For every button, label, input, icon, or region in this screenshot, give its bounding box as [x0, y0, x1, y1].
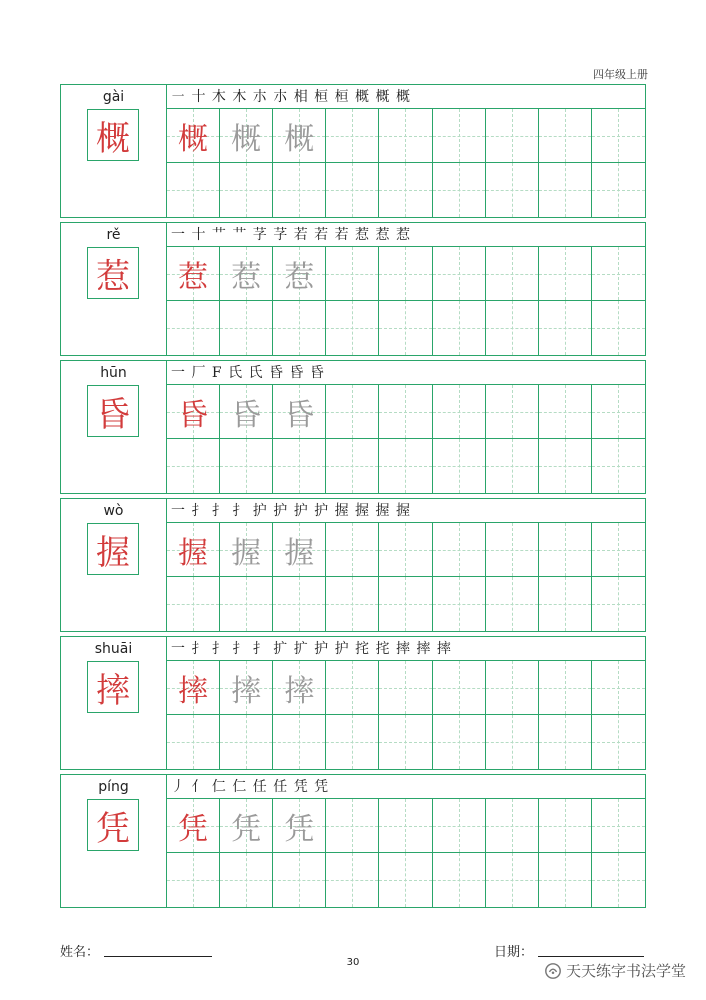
- practice-cell[interactable]: [486, 799, 539, 853]
- practice-cell[interactable]: [592, 163, 645, 217]
- practice-cell[interactable]: [220, 439, 273, 493]
- trace-character: 摔: [284, 673, 315, 709]
- trace-cell[interactable]: [220, 385, 273, 439]
- practice-cell[interactable]: [486, 109, 539, 163]
- char-block: [60, 636, 646, 770]
- practice-cell[interactable]: [326, 799, 379, 853]
- trace-cell[interactable]: [273, 661, 326, 715]
- trace-character: 握: [231, 535, 262, 571]
- practice-cell[interactable]: [539, 163, 592, 217]
- practice-cell[interactable]: [167, 163, 220, 217]
- trace-cell[interactable]: [220, 799, 273, 853]
- name-label: 姓名：: [60, 945, 100, 960]
- trace-character: 摔: [231, 673, 262, 709]
- practice-cell[interactable]: [539, 853, 592, 907]
- practice-cell[interactable]: [486, 439, 539, 493]
- practice-cell[interactable]: [539, 715, 592, 769]
- model-character: 概: [87, 109, 139, 161]
- trace-character: 概: [231, 121, 262, 157]
- grade-label: 四年级上册: [593, 68, 648, 81]
- practice-cell[interactable]: [326, 577, 379, 631]
- practice-cell[interactable]: [592, 109, 645, 163]
- trace-character: 握: [284, 535, 315, 571]
- model-area: [61, 637, 167, 769]
- practice-cell[interactable]: [592, 523, 645, 577]
- trace-cell[interactable]: [273, 109, 326, 163]
- stroke-order: 一 扌 扌 扌 扌 扩 扩 护 护 挓 挓 摔 摔 摔: [167, 637, 645, 661]
- model-character: 昏: [87, 385, 139, 437]
- practice-cell[interactable]: [433, 439, 486, 493]
- practice-cell[interactable]: [486, 577, 539, 631]
- practice-cell[interactable]: [433, 661, 486, 715]
- practice-cell[interactable]: [433, 577, 486, 631]
- model-character: 凭: [87, 799, 139, 851]
- practice-cell[interactable]: [273, 577, 326, 631]
- wechat-official-account-icon: [544, 962, 562, 980]
- practice-cell[interactable]: [326, 853, 379, 907]
- practice-cell[interactable]: [592, 301, 645, 355]
- practice-grid: [167, 385, 645, 493]
- stroke-order: ㇐ 十 木 木 朩 朩 相 桓 桓 概 概 概: [167, 85, 645, 109]
- watermark: [544, 960, 686, 981]
- practice-cell[interactable]: [273, 163, 326, 217]
- practice-cell[interactable]: [379, 163, 432, 217]
- model-area: [61, 499, 167, 631]
- practice-cell[interactable]: [539, 577, 592, 631]
- practice-cell[interactable]: [379, 385, 432, 439]
- practice-cell[interactable]: [433, 301, 486, 355]
- trace-cell[interactable]: [220, 523, 273, 577]
- practice-cell[interactable]: [379, 247, 432, 301]
- trace-cell[interactable]: [167, 523, 220, 577]
- pinyin: shuāi: [94, 641, 133, 657]
- practice-cell[interactable]: [273, 853, 326, 907]
- practice-grid: [167, 523, 645, 631]
- trace-character: 昏: [231, 397, 262, 433]
- practice-cell[interactable]: [379, 661, 432, 715]
- trace-character: 惹: [231, 259, 262, 295]
- date-label: 日期：: [494, 945, 534, 960]
- trace-cell[interactable]: [167, 799, 220, 853]
- page-number: 30: [346, 957, 360, 968]
- example-character: 凭: [178, 811, 209, 847]
- practice-cell[interactable]: [167, 853, 220, 907]
- trace-cell[interactable]: [273, 385, 326, 439]
- trace-cell[interactable]: [273, 799, 326, 853]
- practice-cell[interactable]: [167, 577, 220, 631]
- model-character: 握: [87, 523, 139, 575]
- model-character: 惹: [87, 247, 139, 299]
- trace-character: 凭: [284, 811, 315, 847]
- trace-cell[interactable]: [167, 247, 220, 301]
- practice-cell[interactable]: [592, 439, 645, 493]
- practice-cell[interactable]: [220, 577, 273, 631]
- practice-cell[interactable]: [379, 523, 432, 577]
- practice-cell[interactable]: [220, 163, 273, 217]
- practice-cell[interactable]: [273, 715, 326, 769]
- practice-cell[interactable]: [486, 661, 539, 715]
- practice-cell[interactable]: [592, 385, 645, 439]
- practice-cell[interactable]: [326, 109, 379, 163]
- practice-cell[interactable]: [486, 163, 539, 217]
- model-area: [61, 775, 167, 907]
- practice-cell[interactable]: [433, 523, 486, 577]
- practice-cell[interactable]: [539, 109, 592, 163]
- example-character: 概: [178, 121, 209, 157]
- practice-cell[interactable]: [326, 715, 379, 769]
- trace-cell[interactable]: [220, 661, 273, 715]
- model-area: [61, 85, 167, 217]
- trace-character: 凭: [231, 811, 262, 847]
- trace-cell[interactable]: [220, 247, 273, 301]
- char-block: [60, 774, 646, 908]
- practice-cell[interactable]: [326, 523, 379, 577]
- trace-character: 概: [284, 121, 315, 157]
- practice-cell[interactable]: [592, 799, 645, 853]
- practice-cell[interactable]: [167, 715, 220, 769]
- practice-grid: [167, 247, 645, 355]
- practice-cell[interactable]: [379, 109, 432, 163]
- practice-cell[interactable]: [539, 799, 592, 853]
- practice-cell[interactable]: [539, 439, 592, 493]
- stroke-order: 一 十 艹 艹 芓 芓 若 若 若 惹 惹 惹: [167, 223, 645, 247]
- example-character: 昏: [178, 397, 209, 433]
- practice-grid: [167, 799, 645, 907]
- char-block: [60, 360, 646, 494]
- trace-cell[interactable]: [220, 109, 273, 163]
- practice-cell[interactable]: [167, 301, 220, 355]
- practice-cell[interactable]: [486, 523, 539, 577]
- practice-cell[interactable]: [326, 163, 379, 217]
- trace-cell[interactable]: [273, 247, 326, 301]
- practice-cell[interactable]: [433, 163, 486, 217]
- model-area: [61, 361, 167, 493]
- practice-cell[interactable]: [592, 661, 645, 715]
- practice-cell[interactable]: [433, 799, 486, 853]
- practice-cell[interactable]: [326, 301, 379, 355]
- practice-cell[interactable]: [326, 439, 379, 493]
- practice-cell[interactable]: [273, 439, 326, 493]
- example-character: 握: [178, 535, 209, 571]
- practice-cell[interactable]: [433, 385, 486, 439]
- practice-cell[interactable]: [592, 577, 645, 631]
- trace-cell[interactable]: [167, 109, 220, 163]
- practice-cell[interactable]: [592, 247, 645, 301]
- stroke-order: 一 扌 扌 扌 护 护 护 护 握 握 握 握: [167, 499, 645, 523]
- practice-cell[interactable]: [486, 247, 539, 301]
- practice-cell[interactable]: [539, 301, 592, 355]
- practice-cell[interactable]: [167, 439, 220, 493]
- practice-cell[interactable]: [273, 301, 326, 355]
- trace-character: 昏: [284, 397, 315, 433]
- practice-cell[interactable]: [486, 715, 539, 769]
- practice-cell[interactable]: [379, 439, 432, 493]
- practice-cell[interactable]: [326, 385, 379, 439]
- practice-cell[interactable]: [592, 715, 645, 769]
- trace-cell[interactable]: [273, 523, 326, 577]
- trace-character: 惹: [284, 259, 315, 295]
- practice-cell[interactable]: [433, 853, 486, 907]
- trace-cell[interactable]: [167, 385, 220, 439]
- practice-cell[interactable]: [486, 853, 539, 907]
- practice-cell[interactable]: [433, 247, 486, 301]
- practice-grid: [167, 109, 645, 217]
- pinyin: hūn: [100, 365, 127, 381]
- stroke-order: 丿 亻 仁 仁 任 任 凭 凭: [167, 775, 645, 799]
- watermark-text: 天天练字书法学堂: [565, 962, 686, 980]
- practice-cell[interactable]: [433, 109, 486, 163]
- pinyin: rě: [106, 227, 121, 243]
- practice-cell[interactable]: [433, 715, 486, 769]
- practice-cell[interactable]: [379, 799, 432, 853]
- practice-cell[interactable]: [220, 715, 273, 769]
- char-block: [60, 84, 646, 218]
- practice-cell[interactable]: [539, 661, 592, 715]
- trace-cell[interactable]: [167, 661, 220, 715]
- practice-cell[interactable]: [486, 385, 539, 439]
- pinyin: wò: [103, 503, 124, 519]
- practice-cell[interactable]: [220, 853, 273, 907]
- practice-cell[interactable]: [326, 247, 379, 301]
- char-block: [60, 498, 646, 632]
- example-character: 惹: [178, 259, 209, 295]
- practice-cell[interactable]: [379, 577, 432, 631]
- practice-cell[interactable]: [539, 385, 592, 439]
- practice-cell[interactable]: [379, 301, 432, 355]
- practice-cell[interactable]: [326, 661, 379, 715]
- practice-cell[interactable]: [220, 301, 273, 355]
- practice-grid: [167, 661, 645, 769]
- pinyin: gài: [102, 89, 125, 105]
- practice-cell[interactable]: [379, 853, 432, 907]
- stroke-order: 一 厂 F 氏 氏 昏 昏 昏: [167, 361, 645, 385]
- practice-cell[interactable]: [539, 247, 592, 301]
- example-character: 摔: [178, 673, 209, 709]
- practice-cell[interactable]: [486, 301, 539, 355]
- practice-cell[interactable]: [379, 715, 432, 769]
- practice-cell[interactable]: [539, 523, 592, 577]
- char-block: [60, 222, 646, 356]
- practice-cell[interactable]: [592, 853, 645, 907]
- model-area: [61, 223, 167, 355]
- model-character: 摔: [87, 661, 139, 713]
- pinyin: píng: [98, 779, 129, 795]
